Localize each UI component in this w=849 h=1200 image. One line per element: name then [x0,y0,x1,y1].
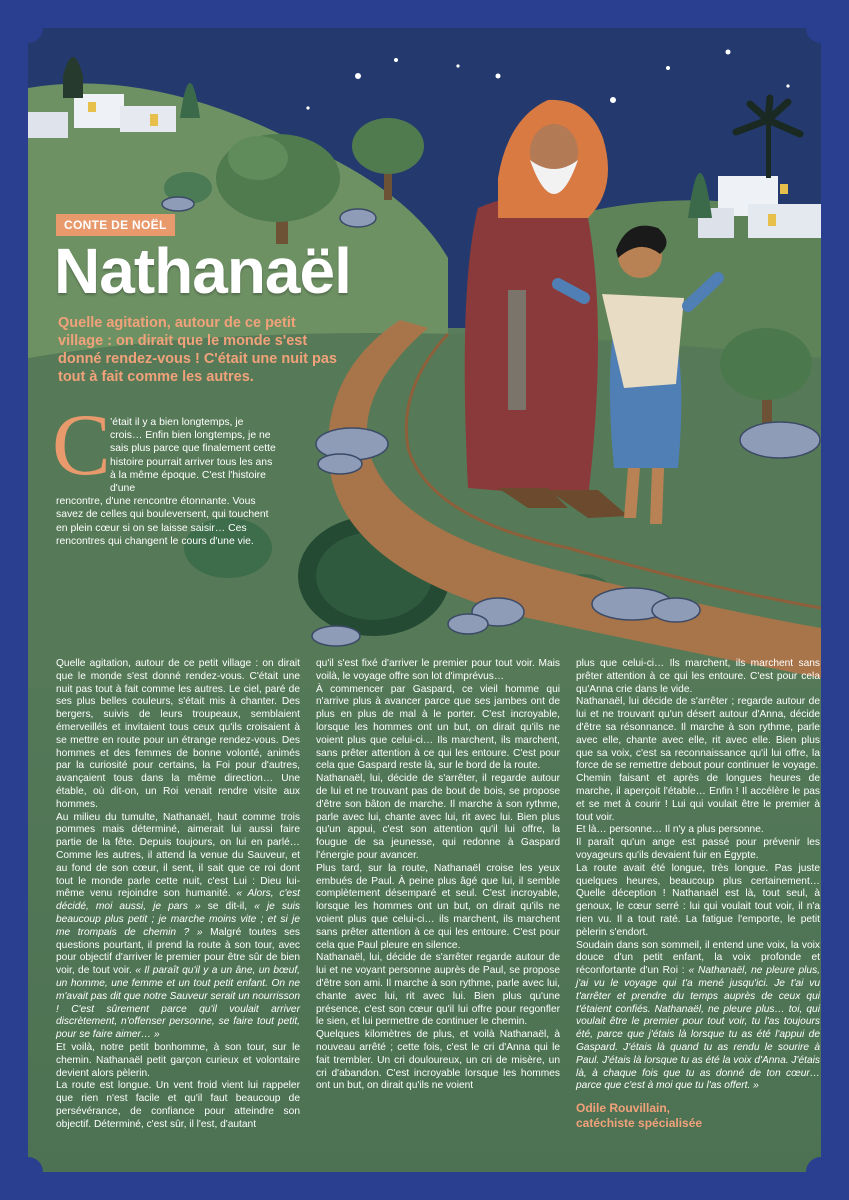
text-column-3 [576,658,820,1131]
paragraph: Et là… personne… Il n'y a plus personne. [576,824,764,836]
paragraph: Quelle agitation, autour de ce petit village : on dirait que le monde s'est donné rendez-vous. C'était une nuit pas tout à fait comme les autres. Le ciel, paré de ses plus belles couleurs, s'était mis à chanter. Des bergers, suivis de leurs troupeaux, semblaient émerveillés et invitaient tous ceux qu'ils croisaient à se mettre en route pour un étrange rendez-vous. Des hommes et des femmes de bonne volonté, animés par la curiosité pour certains, la Foi pour d'autres, avançaient tous dans la même direction… Une étable, où dit-on, un Roi venait rendre visite aux hommes. [56,658,300,810]
paragraph-text: Malgré toutes ses questions pourtant, il prend la route à son tour, avec pour objectif d'arriver le premier pour être sûr de bien voir, de tout voir. [56,926,300,977]
quote: « Il paraît qu'il y a un âne, un bœuf, un homme, une femme et un tout petit enfant. On ne m'avait pas dit que notre Sauveur serait un nourrisson ! C'est sûrement parce qu'il voulait arriver discrètement, n'offenser personne, se faire tout petit, pour se faire aimer… » [56,965,301,1041]
paragraph: qu'il s'est fixé d'arriver le premier pour tout voir. Mais voilà, le voyage offre son lot d'imprévus… [316,658,560,682]
quote: « Alors, c'est décidé, moi aussi, je pars » [56,888,300,913]
paragraph: Nathanaël, lui, décide de s'arrêter, il regarde autour de lui et ne trouvant pas de bout de bois, se propose d'être son bâton de marche. Il marche à son rythme, parle avec lui, chante avec lui, rit avec lui. Bien plus qu'un appui, c'est son attention qu'il lui offre, la fougue de sa jeunesse, qui redonne à Gaspard l'énergie pour avancer. [316,773,560,861]
intro-first-lines: ’était il y a bien longtemps, je crois… Enfin bien longtemps, je ne sais plus parce que finalement cette histoire pourrait arriver tous les ans à la même époque. C'est l'histoire d'une [110,417,276,495]
paragraph: Quelques kilomètres de plus, et voilà Nathanaël, à nouveau arrêté ; cette fois, c'est le cri d'Anna qui le fait trembler. Un cri douloureux, un cri de misère, un cri d'abandon. C'est incroyable lorsque les hommes ont un but, on dirait qu'ils ne voient [316,1029,560,1092]
paragraph: Nathanaël, lui, décide de s'arrêter regarde autour de lui et ne voyant personne auprès de Paul, se propose d'être son ami. Il marche à son rythme, parle avec lui, chante avec lui, rit avec lui. Bien plus qu'une présence, c'est son cœur qu'il lui offre pour regonfler le sien, et lui permettre de continuer le chemin. [316,952,560,1028]
text-column-2 [316,658,560,1093]
paragraph: La route est longue. Un vent froid vient lui rappeler que rien n'est facile et qu'il faut beaucoup de persévérance, de confiance pour atteindre son objectif. Déterminé, c'est sûr, il l'est, d'autant [56,1080,300,1130]
paragraph [56,812,300,1042]
quote: « Nathanaël, ne pleure plus, j'ai vu le voyage qui t'a mené jusqu'ici. Je t'ai vu t'arrêter et prendre du temps auprès de ceux qui t'étaient confiés. Nathanaël, ne pleure plus… toi, qui voulait être le premier pour tout voir, tu l'as toujours été, parce que j'étais là lorsque tu as été l'appui de Gaspard. J'étais là quand tu as rendu le sourire à Paul. J'étais là lorsque tu as été la voix d'Anna. J'étais là, à chaque fois que tu as donné de ton cœur… parce que c'est à moi que tu l'as offert. » [576,965,820,1092]
intro-paragraph [56,416,276,548]
drop-cap: C [52,397,111,494]
paragraph-text: se dit-il, [200,901,248,913]
page-title: Nathanaël [54,235,351,307]
paragraph-text: Au milieu du tumulte, Nathanaël, haut comme trois pommes mais déterminé, aimerait lui aussi faire partie de la fête. Depuis toujours, on lui en parlé… Comme les autres, il attend la venue du Sauveur, et au fond de son cœur, il sent, il sait que ce roi dont tout le monde parle cette nuit, c'est Lui : Dieu lui-même venu rejoindre son humanité. [56,811,300,900]
paragraph: Il paraît qu'un ange est passé pour prévenir les voyageurs qu'ils devaient fuir en Égypte. [576,837,820,861]
paragraph [576,940,820,1094]
frame-corner [13,13,43,43]
author-name: Odile Rouvillain, [576,1101,671,1116]
paragraph: plus que celui-ci… Ils marchent, ils marchent sans prêter attention à ce qui les entoure. C'est pour cela qu'Anna crie dans le vide. [576,658,820,695]
subtitle: Quelle agitation, autour de ce petit village : on dirait que le monde s'est donné rendez-vous ! C'était une nuit pas tout à fait comme les autres. [58,315,337,385]
intro-rest: rencontre, d'une rencontre étonnante. Vous savez de celles qui bouleversent, qui touchent en plein cœur si on se laisse saisir… Ces rencontres qui changent le cours d'une vie. [56,496,269,547]
author-role: catéchiste spécialisée [576,1116,703,1131]
paragraph-text: Soudain dans son sommeil, il entend une voix, la voix douce d'un petit enfant, la voix profonde et réconfortante d'un Roi : [576,939,820,977]
author-signature [576,1101,820,1131]
frame-corner [806,13,836,43]
paragraph: Chemin faisant et après de longues heures de marche, il aperçoit l'étable… Enfin ! Il accélère le pas et se met à courir ! Lui qui voulait être le premier à tout voir. [576,773,820,823]
quote: « je suis beaucoup plus petit ; je marche moins vite ; et si je me trompais de chemin ? » [56,901,300,938]
text-column-1 [56,658,300,1131]
paragraph: La route avait été longue, très longue. Pas juste quelques heures, beaucoup plus certainement… Quelle déception ! Nathanaël est là, tout seul, à genoux, le cœur serré : lui qui voulait tout voir, il n'a rien vu. Il a tout raté. La fatigue l'emporte, le petit pèlerin s'endort. [576,862,820,938]
paragraph: Et voilà, notre petit bonhomme, à son tour, sur le chemin. Nathanaël petit garçon curieux et volontaire devient alors pèlerin. [56,1041,300,1079]
frame-corner [806,1157,836,1187]
frame-corner [13,1157,43,1187]
paragraph: À commencer par Gaspard, ce vieil homme qui n'arrive plus à avancer parce que ses jambes ont de plus en plus de mal à le porter. C'est incroyable, lorsque les hommes ont un but, on dirait qu'ils ne voient plus que celui-ci… Ils marchent, ils marchent, sans prêter attention à ce qui les entoure. C'est pour cela que Gaspard reste là, sur le bord de la route. [316,683,560,772]
paragraph: Nathanaël, lui décide de s'arrêter ; regarde autour de lui et ne trouvant qu'un désert autour d'Anna, décide d'être sa résonnance. Il marche à son rythme, parle avec elle, chante avec elle, rit avec elle. Bien plus que sa voix, c'est sa reconnaissance qu'il lui offre, la force de se remettre debout pour continuer le voyage. [576,696,820,772]
section-tag: CONTE DE NOËL [56,214,175,236]
article-card [28,28,821,1172]
paragraph: Plus tard, sur la route, Nathanaël croise les yeux embués de Paul. À peine plus âgé que lui, il semble complètement désemparé et seul. C'est incroyable, lorsque les hommes ont un but, on dirait qu'ils ne voient plus que celui-ci… ils marchent, ils marchent sans prêter attention à ce qui les entoure. C'est pour cela que Paul pleure en silence. [316,862,560,951]
